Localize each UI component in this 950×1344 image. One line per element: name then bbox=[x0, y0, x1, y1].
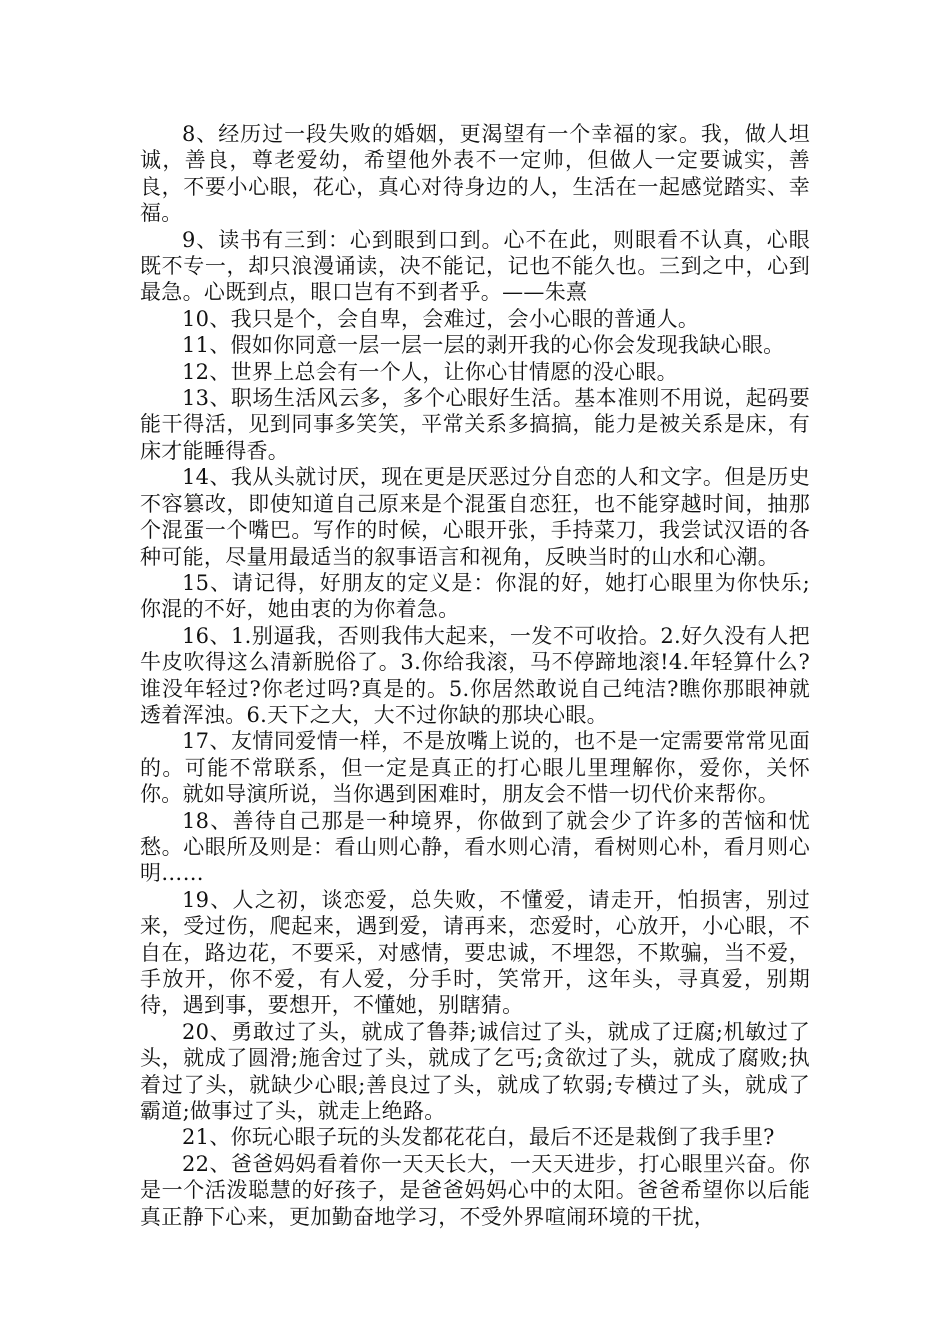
paragraph-12: 12、世界上总会有一个人，让你心甘情愿的没心眼。 bbox=[182, 359, 678, 384]
paragraph-19: 19、人之初，谈恋爱，总失败，不懂爱，请走开，怕损害，别过来，受过伤，爬起来，遇到爱，请再来，恋爱时，心放开，小心眼，不自在，路边花，不要采，对感情，要忠诚，不埋怨，不欺骗，当不爱，手放开，你不爱，有人爱，分手时，笑常开，这年头，寻真爱，别期待，遇到事，要想开，不懂她，别瞎猜。 bbox=[140, 887, 810, 1018]
paragraph-10: 10、我只是个，会自卑，会难过，会小心眼的普通人。 bbox=[182, 306, 700, 331]
paragraph-17: 17、友情同爱情一样，不是放嘴上说的，也不是一定需要常常见面的。可能不常联系，但一定是真正的打心眼儿里理解你，爱你，关怀你。就如导演所说，当你遇到困难时，朋友会不惜一切代价来帮你。 bbox=[140, 729, 810, 807]
paragraph-15: 15、请记得，好朋友的定义是：你混的好，她打心眼里为你快乐;你混的不好，她由衷的为你着急。 bbox=[140, 570, 810, 622]
paragraph-9: 9、读书有三到：心到眼到口到。心不在此，则眼看不认真，心眼既不专一，却只浪漫诵读，决不能记，记也不能久也。三到之中，心到最急。心既到点，眼口岂有不到者乎。——朱熹 bbox=[140, 227, 810, 305]
paragraph-21: 21、你玩心眼子玩的头发都花花白，最后不还是栽倒了我手里? bbox=[182, 1125, 775, 1150]
paragraph-18: 18、善待自己那是一种境界，你做到了就会少了许多的苦恼和忧愁。心眼所及则是：看山则心静，看水则心清，看树则心朴，看月则心明…… bbox=[140, 808, 810, 886]
paragraph-11: 11、假如你同意一层一层一层的剥开我的心你会发现我缺心眼。 bbox=[182, 333, 785, 358]
paragraph-20: 20、勇敢过了头，就成了鲁莽;诚信过了头，就成了迂腐;机敏过了头，就成了圆滑;施舍过了头，就成了乞丐;贪欲过了头，就成了腐败;执着过了头，就缺少心眼;善良过了头，就成了软弱;专横过了头，就成了霸道;做事过了头，就走上绝路。 bbox=[140, 1019, 810, 1124]
document-body bbox=[140, 121, 810, 1230]
paragraph-22: 22、爸爸妈妈看着你一天天长大，一天天进步，打心眼里兴奋。你是一个活泼聪慧的好孩子，是爸爸妈妈心中的太阳。爸爸希望你以后能真正静下心来，更加勤奋地学习，不受外界喧闹环境的干扰， bbox=[140, 1151, 810, 1229]
paragraph-13: 13、职场生活风云多，多个心眼好生活。基本准则不用说，起码要能干得活，见到同事多笑笑，平常关系多搞搞，能力是被关系是床，有床才能睡得香。 bbox=[140, 386, 810, 463]
paragraph-16: 16、1.别逼我，否则我伟大起来，一发不可收拾。2.好久没有人把牛皮吹得这么清新脱俗了。3.你给我滚，马不停蹄地滚!4.年轻算什么?谁没年轻过?你老过吗?真是的。5.你居然敢说自己纯洁?瞧你那眼神就透着浑浊。6.天下之大，大不过你缺的那块心眼。 bbox=[140, 623, 810, 727]
paragraph-14: 14、我从头就讨厌，现在更是厌恶过分自恋的人和文字。但是历史不容篡改，即使知道自己原来是个混蛋自恋狂，也不能穿越时间，抽那个混蛋一个嘴巴。写作的时候，心眼开张，手持菜刀，我尝试汉语的各种可能，尽量用最适当的叙事语言和视角，反映当时的山水和心潮。 bbox=[140, 465, 810, 569]
paragraph-8: 8、经历过一段失败的婚姻，更渴望有一个幸福的家。我，做人坦诚，善良，尊老爱幼，希望他外表不一定帅，但做人一定要诚实，善良，不要小心眼，花心，真心对待身边的人，生活在一起感觉踏实、幸福。 bbox=[140, 122, 810, 226]
